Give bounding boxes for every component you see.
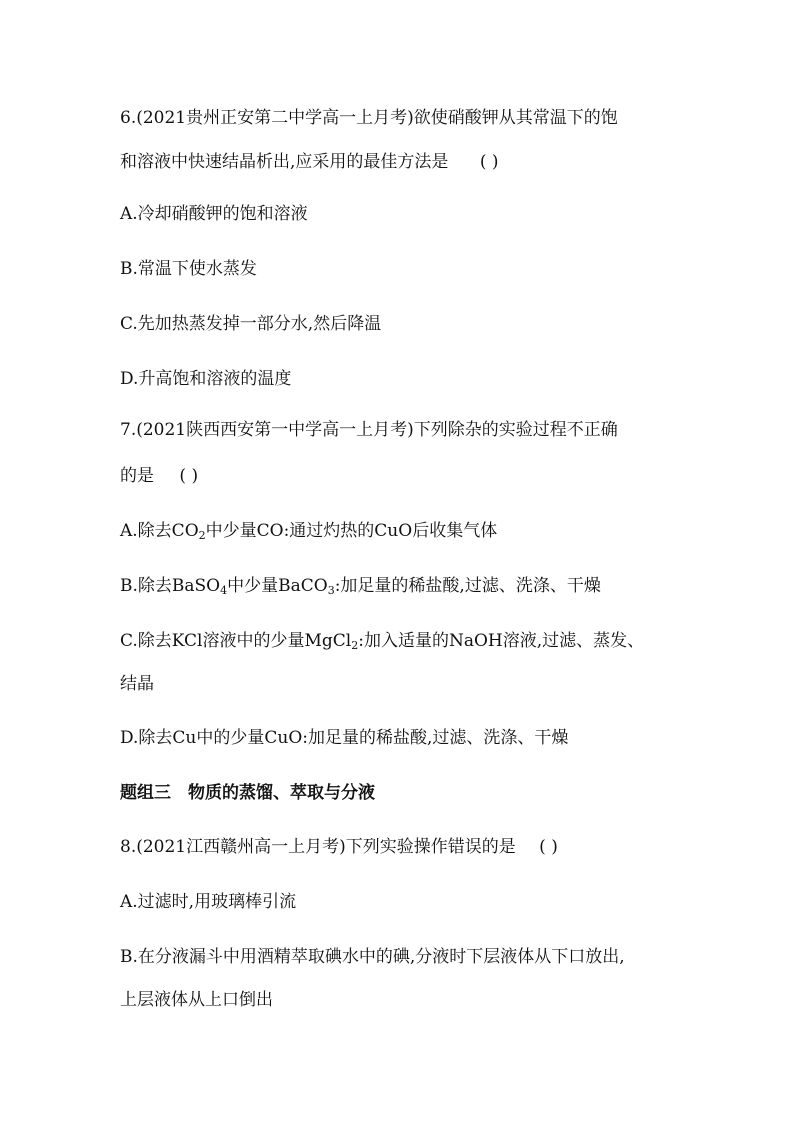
q7-answer-blank: ( ) bbox=[179, 466, 199, 486]
q6-option-c: C.先加热蒸发掉一部分水,然后降温 bbox=[120, 314, 382, 334]
q8-option-b-line-2: 上层液体从上口倒出 bbox=[120, 990, 273, 1010]
q6-stem-line-1: 6.(2021贵州正安第二中学高一上月考)欲使硝酸钾从其常温下的饱 bbox=[120, 108, 618, 128]
q7-option-c-line-1: C.除去KCl溶液中的少量MgCl$_2$:加入适量的NaOH溶液,过滤、蒸发、 bbox=[120, 631, 645, 652]
q6-option-d: D.升高饱和溶液的温度 bbox=[120, 369, 292, 389]
section-heading: 题组三 物质的蒸馏、萃取与分液 bbox=[120, 783, 375, 803]
q7-option-b: B.除去BaSO$_4$中少量BaCO$_3$:加足量的稀盐酸,过滤、洗涤、干燥 bbox=[120, 576, 601, 597]
q7-option-d: D.除去Cu中的少量CuO:加足量的稀盐酸,过滤、洗涤、干燥 bbox=[120, 728, 569, 748]
q7-stem-line-2 bbox=[120, 465, 720, 487]
q6-stem-text: 和溶液中快速结晶析出,应采用的最佳方法是 bbox=[120, 152, 449, 172]
q6-option-a: A.冷却硝酸钾的饱和溶液 bbox=[120, 204, 308, 224]
q7-stem-text: 的是 bbox=[120, 466, 154, 486]
q6-answer-blank: ( ) bbox=[479, 152, 499, 172]
q8-stem-line-1 bbox=[120, 836, 720, 858]
q8-answer-blank: ( ) bbox=[539, 837, 558, 857]
q6-option-b: B.常温下使水蒸发 bbox=[120, 259, 257, 279]
q7-stem-line-1: 7.(2021陕西西安第一中学高一上月考)下列除杂的实验过程不正确 bbox=[120, 420, 618, 440]
q8-stem-text: 8.(2021江西赣州高一上月考)下列实验操作错误的是 bbox=[120, 837, 516, 857]
q7-option-c-line-2: 结晶 bbox=[120, 674, 154, 694]
q8-option-b-line-1: B.在分液漏斗中用酒精萃取碘水中的碘,分液时下层液体从下口放出, bbox=[120, 947, 625, 967]
q6-stem-line-2 bbox=[120, 151, 720, 173]
q8-option-a: A.过滤时,用玻璃棒引流 bbox=[120, 892, 297, 912]
q7-option-a: A.除去$CO_2$中少量CO:通过灼热的CuO后收集气体 bbox=[120, 521, 498, 542]
